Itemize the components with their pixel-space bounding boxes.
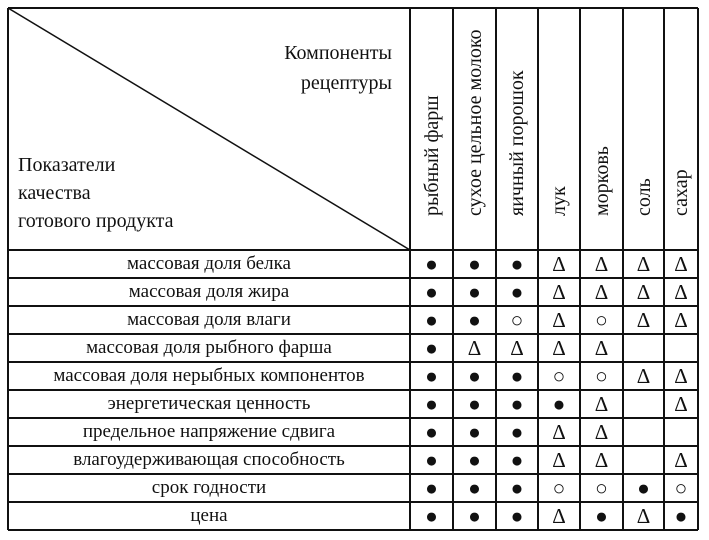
- relation-mark: ●: [510, 392, 524, 416]
- relation-mark: ●: [552, 392, 566, 416]
- relation-mark: Δ: [674, 448, 688, 472]
- column-header: [496, 8, 538, 250]
- relation-mark: Δ: [636, 504, 651, 528]
- relation-mark: Δ: [552, 420, 566, 444]
- column-header: [623, 8, 664, 250]
- relation-mark: ●: [425, 476, 438, 500]
- grid-line-vertical: [579, 8, 581, 530]
- grid-line-horizontal: [8, 361, 698, 363]
- column-header: [664, 8, 698, 250]
- relation-mark: ●: [468, 252, 481, 276]
- relation-mark: ●: [637, 476, 650, 500]
- grid-line-horizontal: [8, 417, 698, 419]
- column-header: [453, 8, 496, 250]
- relation-mark: ●: [468, 280, 481, 304]
- relation-mark: ●: [425, 308, 438, 332]
- indicators-label-line3: готового продукта: [18, 210, 174, 232]
- column-header-label: соль: [632, 178, 655, 216]
- relation-mark: Δ: [636, 308, 651, 332]
- relation-mark: ○: [595, 364, 608, 388]
- row-label: цена: [190, 505, 228, 526]
- column-header-label: лук: [548, 186, 570, 216]
- grid-line-vertical: [663, 8, 665, 530]
- relation-mark: Δ: [552, 504, 566, 528]
- relation-mark: ●: [510, 252, 524, 276]
- relation-mark: Δ: [674, 308, 688, 332]
- indicators-label-line2: качества: [18, 182, 91, 204]
- row-label: массовая доля влаги: [127, 309, 291, 330]
- relation-mark: Δ: [674, 392, 688, 416]
- relation-mark: ●: [510, 448, 524, 472]
- relation-mark: Δ: [552, 308, 566, 332]
- components-label-line2: рецептуры: [300, 72, 392, 94]
- indicators-label: [18, 151, 174, 235]
- grid-line-horizontal: [8, 473, 698, 475]
- column-header-label: морковь: [590, 146, 613, 216]
- column-header-label: рыбный фарш: [420, 95, 443, 216]
- relation-mark: Δ: [636, 252, 651, 276]
- relation-mark: ○: [510, 308, 524, 332]
- relation-mark: Δ: [594, 448, 609, 472]
- row-label: массовая доля нерыбных компонентов: [53, 365, 365, 386]
- column-header-label: яичный порошок: [506, 70, 528, 216]
- grid-line-horizontal: [8, 277, 698, 279]
- grid-line-horizontal: [8, 305, 698, 307]
- grid-line-horizontal: [8, 249, 698, 251]
- relation-mark: Δ: [552, 280, 566, 304]
- relation-mark: Δ: [552, 448, 566, 472]
- relation-mark: ●: [425, 504, 438, 528]
- grid-line-vertical: [622, 8, 624, 530]
- relation-mark: ●: [425, 420, 438, 444]
- relation-mark: ●: [674, 504, 688, 528]
- row-label: энергетическая ценность: [107, 393, 311, 414]
- relation-mark: ○: [674, 476, 688, 500]
- column-header-label: сухое цельное молоко: [463, 29, 486, 216]
- relation-mark: [664, 334, 698, 362]
- relation-mark: [623, 418, 664, 446]
- relation-mark: ●: [425, 448, 438, 472]
- relation-mark: [623, 446, 664, 474]
- relation-mark: ●: [510, 504, 524, 528]
- grid-line-horizontal: [8, 501, 698, 503]
- grid-line-vertical: [452, 8, 454, 530]
- relation-mark: ●: [510, 420, 524, 444]
- column-header: [580, 8, 623, 250]
- relation-mark: [623, 390, 664, 418]
- relation-mark: Δ: [636, 364, 651, 388]
- relation-mark: ●: [425, 336, 438, 360]
- grid-line-vertical: [537, 8, 539, 530]
- relation-mark: ●: [468, 420, 481, 444]
- grid-line-horizontal: [8, 389, 698, 391]
- relation-mark: ○: [595, 308, 608, 332]
- row-label: предельное напряжение сдвига: [82, 421, 336, 442]
- relation-mark: ●: [425, 280, 438, 304]
- relation-mark: Δ: [636, 280, 651, 304]
- grid-line-vertical: [697, 8, 699, 530]
- relation-mark: ○: [552, 364, 566, 388]
- relation-mark: ●: [468, 308, 481, 332]
- row-label: массовая доля жира: [128, 281, 290, 302]
- relation-mark: Δ: [674, 280, 688, 304]
- relation-mark: Δ: [594, 420, 609, 444]
- relation-mark: ●: [468, 448, 481, 472]
- relation-mark: ○: [595, 476, 608, 500]
- relation-mark: ●: [425, 364, 438, 388]
- header-corner-cell: [8, 8, 410, 250]
- relation-mark: Δ: [594, 252, 609, 276]
- row-label: массовая доля белка: [127, 253, 291, 274]
- row-label: массовая доля рыбного фарша: [86, 337, 332, 358]
- relation-mark: Δ: [594, 392, 609, 416]
- relation-mark: Δ: [594, 280, 609, 304]
- relation-mark: ●: [510, 280, 524, 304]
- relation-mark: ●: [468, 364, 481, 388]
- relation-mark: [623, 334, 664, 362]
- relation-mark: ●: [595, 504, 608, 528]
- relation-mark: Δ: [674, 252, 688, 276]
- grid-line-horizontal: [8, 7, 698, 9]
- grid-line-vertical: [409, 8, 411, 530]
- relation-mark: [664, 418, 698, 446]
- components-label-line1: Компоненты: [284, 42, 392, 64]
- column-header: [538, 8, 580, 250]
- column-header-label: сахар: [670, 169, 692, 216]
- row-label: влагоудерживающая способность: [73, 449, 345, 470]
- relation-mark: Δ: [674, 364, 688, 388]
- grid-line-horizontal: [8, 445, 698, 447]
- relation-mark: Δ: [510, 336, 524, 360]
- indicators-label-line1: Показатели: [18, 154, 116, 176]
- grid-line-vertical: [7, 8, 9, 530]
- relation-mark: ●: [425, 252, 438, 276]
- relation-mark: Δ: [552, 336, 566, 360]
- grid-line-horizontal: [8, 529, 698, 531]
- relation-mark: Δ: [594, 336, 609, 360]
- relation-mark: Δ: [552, 252, 566, 276]
- relation-mark: ●: [468, 476, 481, 500]
- grid-line-horizontal: [8, 333, 698, 335]
- relation-mark: ●: [510, 364, 524, 388]
- grid-line-vertical: [495, 8, 497, 530]
- relation-mark: ●: [468, 392, 481, 416]
- column-header: [410, 8, 453, 250]
- row-label: срок годности: [151, 477, 267, 498]
- relation-mark: ●: [468, 504, 481, 528]
- components-label: [284, 38, 392, 98]
- relation-mark: Δ: [467, 336, 482, 360]
- relation-mark: ●: [425, 392, 438, 416]
- relation-mark: ●: [510, 476, 524, 500]
- relation-mark: ○: [552, 476, 566, 500]
